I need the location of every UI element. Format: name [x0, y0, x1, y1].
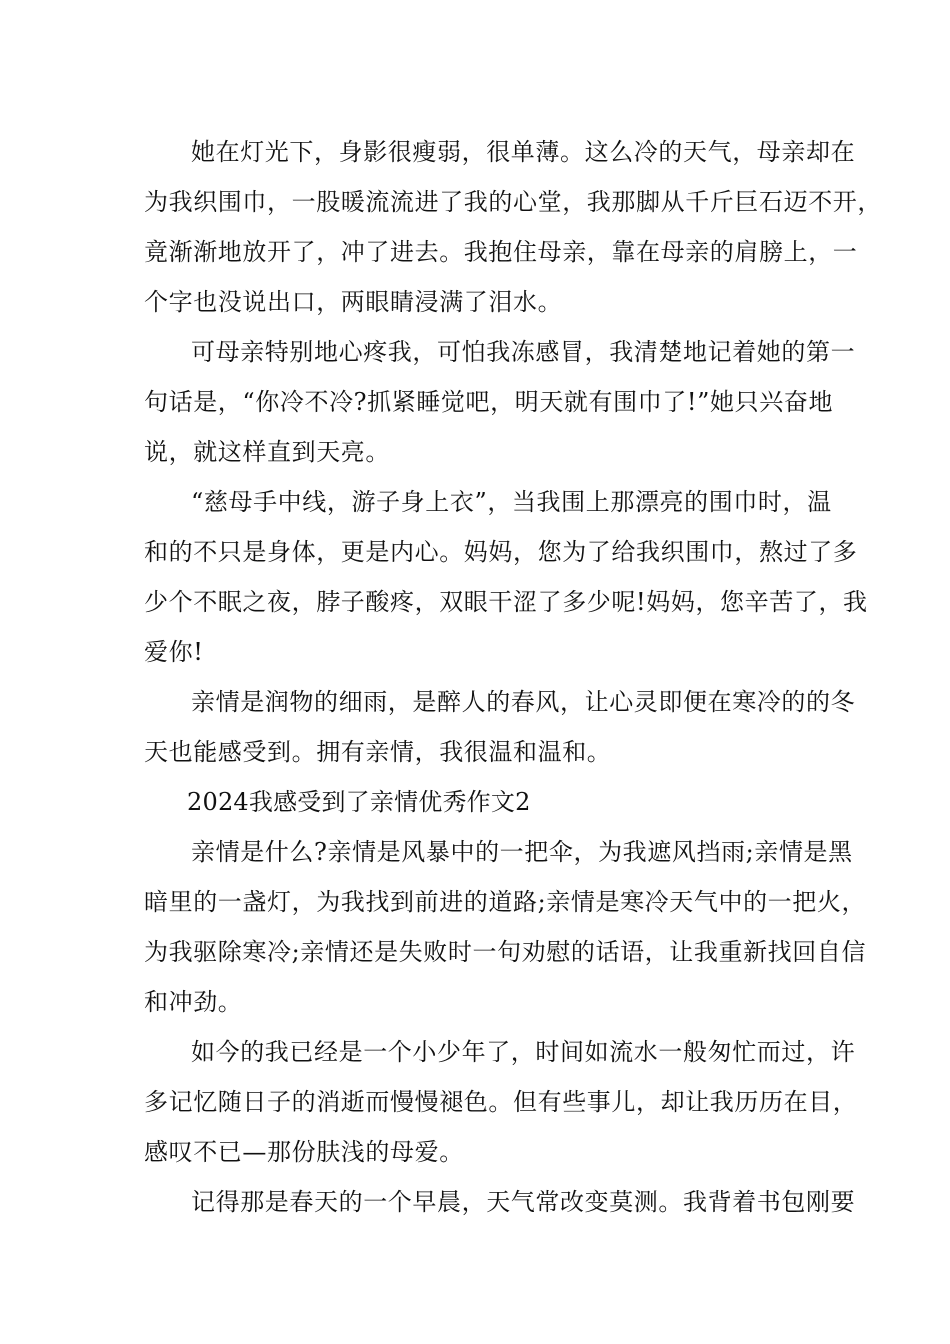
text-line: “慈母手中线，游子身上衣”，当我围上那漂亮的围巾时，温 — [191, 488, 832, 516]
text-line: 和冲劲。 — [144, 988, 243, 1016]
section-heading: 2024我感受到了亲情优秀作文2 — [187, 788, 531, 816]
text-line: 爱你! — [144, 638, 204, 666]
text-line: 多记忆随日子的消逝而慢慢褪色。但有些事儿，却让我历历在目， — [144, 1088, 858, 1116]
text-line: 少个不眠之夜，脖子酸疼，双眼干涩了多少呢!妈妈，您辛苦了，我 — [144, 588, 868, 616]
text-line: 亲情是什么?亲情是风暴中的一把伞，为我遮风挡雨;亲情是黑 — [191, 838, 853, 866]
text-line: 记得那是春天的一个早晨，天气常改变莫测。我背着书包刚要 — [191, 1188, 856, 1216]
text-line: 为我织围巾，一股暖流流进了我的心堂，我那脚从千斤巨石迈不开， — [144, 188, 882, 216]
text-line: 竟渐渐地放开了，冲了进去。我抱住母亲，靠在母亲的肩膀上，一 — [144, 238, 858, 266]
text-line: 个字也没说出口，两眼睛浸满了泪水。 — [144, 288, 563, 316]
text-line: 为我驱除寒冷;亲情还是失败时一句劝慰的话语，让我重新找回自信 — [144, 938, 867, 966]
text-line: 如今的我已经是一个小少年了，时间如流水一般匆忙而过，许 — [191, 1038, 856, 1066]
text-line: 天也能感受到。拥有亲情，我很温和温和。 — [144, 738, 612, 766]
text-line: 说，就这样直到天亮。 — [144, 438, 390, 466]
text-line: 暗里的一盏灯，为我找到前进的道路;亲情是寒冷天气中的一把火， — [144, 888, 867, 916]
text-line: 亲情是润物的细雨，是醉人的春风，让心灵即便在寒冷的的冬 — [191, 688, 856, 716]
text-line: 可母亲特别地心疼我，可怕我冻感冒，我清楚地记着她的第一 — [191, 338, 856, 366]
text-line: 和的不只是身体，更是内心。妈妈，您为了给我织围巾，熬过了多 — [144, 538, 858, 566]
text-line: 句话是，“你冷不冷?抓紧睡觉吧，明天就有围巾了!”她只兴奋地 — [144, 388, 834, 416]
text-line: 感叹不已—那份肤浅的母爱。 — [144, 1138, 464, 1166]
text-line: 她在灯光下，身影很瘦弱，很单薄。这么冷的天气，母亲却在 — [191, 138, 856, 166]
